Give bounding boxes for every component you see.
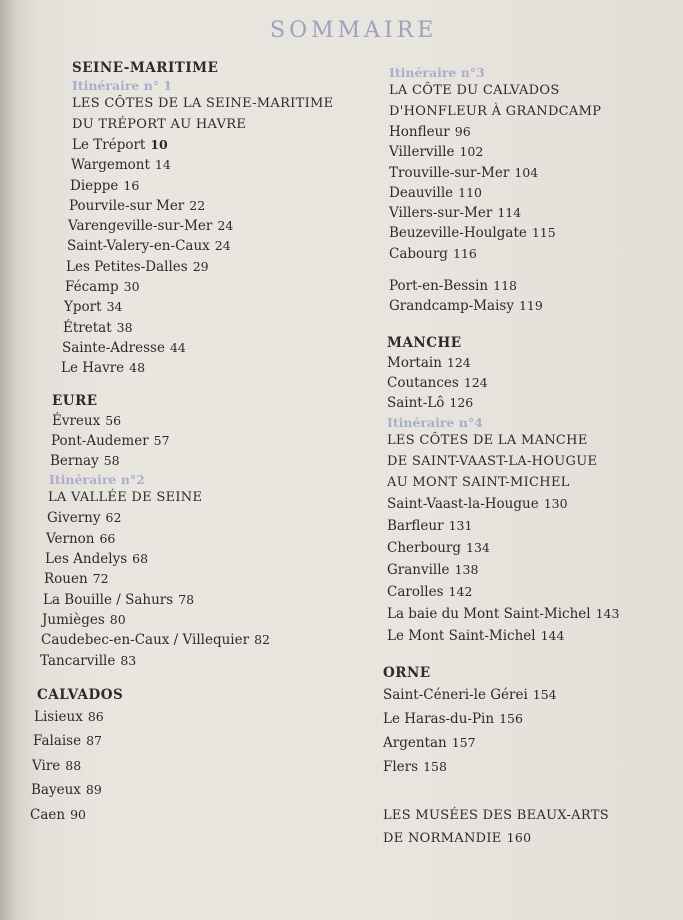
toc-entry — [389, 223, 673, 243]
itinerary-label: Itinéraire n° 1 — [72, 78, 173, 93]
page-number: 57 — [153, 432, 170, 448]
page-number: 134 — [466, 539, 490, 555]
entry-name: Saint-Lô — [387, 395, 445, 412]
toc-entry — [50, 451, 360, 471]
page-number: 78 — [178, 591, 195, 607]
entry-name: Tancarville — [40, 652, 116, 669]
toc-entry — [30, 803, 360, 828]
entry-name: Deauville — [389, 184, 454, 201]
page-number: 143 — [595, 605, 620, 621]
musees-title-line: LES MUSÉES DES BEAUX-ARTS — [383, 807, 609, 823]
page-number: 24 — [214, 238, 231, 254]
page-number: 68 — [132, 551, 149, 567]
section-heading: SEINE-MARITIME — [72, 60, 219, 76]
toc-entry — [51, 431, 360, 451]
toc-entry — [61, 358, 360, 378]
toc-entry — [389, 244, 673, 264]
section-heading: CALVADOS — [37, 686, 124, 703]
page-number: 116 — [452, 245, 477, 261]
entry-name: Varengeville-sur-Mer — [68, 218, 213, 235]
entry-name: Honfleur — [389, 124, 450, 140]
entry-list — [61, 135, 360, 379]
toc-entry — [31, 778, 360, 803]
entry-name: Wargemont — [71, 157, 150, 174]
entry-name: Étretat — [63, 319, 112, 336]
page-number: 62 — [105, 510, 122, 526]
entry-list — [40, 508, 360, 670]
page-number: 34 — [106, 299, 123, 315]
page-number: 83 — [120, 652, 137, 668]
page-number: 124 — [446, 354, 471, 370]
page-number: 114 — [497, 205, 522, 221]
entry-name: Fécamp — [65, 279, 119, 296]
right-column — [383, 64, 673, 850]
entry-list — [389, 122, 673, 264]
toc-entry — [389, 142, 673, 162]
itinerary-title-line: LA VALLÉE DE SEINE — [48, 490, 203, 506]
toc-entry — [387, 373, 673, 393]
itinerary-title-line: D'HONFLEUR À GRANDCAMP — [389, 104, 602, 119]
toc-entry — [389, 163, 673, 183]
page-number: 119 — [518, 298, 543, 314]
entry-name: Le Tréport — [72, 137, 146, 153]
page-number: 87 — [86, 733, 103, 749]
toc-entry — [62, 338, 360, 358]
toc-entry — [387, 493, 673, 515]
section-heading: ORNE — [383, 664, 431, 681]
entry-name: Les Andelys — [45, 551, 128, 568]
toc-entry — [43, 590, 360, 610]
toc-entry — [387, 537, 673, 559]
entry-name: Lisieux — [34, 708, 83, 725]
entry-name: Beuzeville-Houlgate — [389, 225, 527, 242]
page-number: 154 — [532, 686, 557, 702]
itinerary-title-line: LES CÔTES DE LA SEINE-MARITIME — [72, 96, 334, 111]
entry-list — [387, 353, 673, 414]
page-number: 104 — [514, 164, 539, 180]
toc-entry — [33, 729, 360, 754]
toc-entry — [65, 277, 360, 297]
page-number: 89 — [85, 782, 102, 798]
page-number: 29 — [192, 258, 209, 274]
page-number: 22 — [189, 197, 206, 213]
toc-entry — [72, 135, 360, 155]
entry-name: Carolles — [387, 583, 444, 600]
page-number: 142 — [448, 583, 473, 599]
page-number: 102 — [459, 144, 484, 160]
page-title: SOMMAIRE — [270, 18, 438, 43]
page-number: 86 — [87, 708, 104, 724]
page-number: 115 — [531, 225, 556, 241]
itinerary-title-line: DU TRÉPORT AU HAVRE — [72, 117, 247, 132]
entry-name: Yport — [64, 299, 102, 316]
entry-name: Vire — [32, 757, 61, 774]
entry-name: Rouen — [44, 571, 88, 588]
toc-entry — [44, 569, 360, 589]
entry-name: Villers-sur-Mer — [389, 205, 493, 222]
entry-name: Villerville — [389, 144, 455, 161]
page-number: 66 — [99, 530, 116, 546]
entry-list — [30, 705, 360, 828]
entry-name: Grandcamp-Maisy — [389, 298, 514, 315]
toc-entry — [52, 411, 360, 431]
toc-entry — [70, 176, 360, 196]
page-number: 110 — [458, 184, 482, 200]
toc-entry — [383, 755, 673, 779]
page-number: 160 — [506, 829, 532, 845]
toc-entry — [387, 515, 673, 537]
page-number: 88 — [65, 757, 82, 773]
page-number: 124 — [463, 374, 488, 390]
entry-name: Saint-Valery-en-Caux — [67, 238, 210, 255]
page-number: 38 — [116, 319, 133, 335]
entry-list — [387, 493, 673, 647]
entry-name: Port-en-Bessin — [389, 278, 489, 295]
toc-entry — [389, 203, 673, 223]
entry-name: Le Havre — [61, 360, 125, 377]
entry-name: Falaise — [33, 733, 82, 750]
itinerary-label: Itinéraire n°2 — [49, 472, 145, 488]
page-number: 126 — [449, 395, 474, 411]
entry-name: Pourvile-sur Mer — [69, 197, 185, 214]
page-number: 96 — [454, 124, 471, 139]
section-orne — [383, 665, 673, 779]
page-number: 82 — [254, 632, 270, 648]
toc-entry — [389, 296, 673, 316]
toc-entry — [47, 508, 360, 528]
entry-list — [383, 683, 673, 779]
section-calvados-itinerary — [383, 65, 673, 317]
entry-name: Jumièges — [42, 611, 105, 628]
toc-entry — [387, 559, 673, 581]
entry-name: Saint-Céneri-le Gérei — [383, 686, 528, 703]
page-number: 16 — [123, 177, 140, 193]
page-number: 157 — [451, 734, 476, 750]
musees-title-line — [383, 827, 673, 850]
itinerary-title-line: LA CÔTE DU CALVADOS — [389, 83, 560, 98]
entry-name: Barfleur — [387, 517, 444, 534]
toc-entry — [389, 183, 673, 203]
page-number: 10 — [150, 137, 168, 152]
entry-name: La baie du Mont Saint-Michel — [387, 605, 591, 622]
page-number: 24 — [217, 218, 234, 234]
section-heading: EURE — [52, 392, 98, 409]
section-calvados — [30, 687, 360, 828]
toc-entry — [64, 297, 360, 317]
section-eure — [30, 393, 360, 671]
entry-name: Sainte-Adresse — [62, 339, 165, 356]
entry-name: Vernon — [46, 530, 95, 547]
itinerary-label: Itinéraire n°4 — [387, 414, 483, 430]
entry-name: La Bouille / Sahurs — [43, 591, 174, 608]
page-number: 144 — [540, 627, 565, 643]
toc-entry — [389, 122, 673, 142]
musees-title-text: DE NORMANDIE — [383, 830, 502, 846]
entry-name: Le Haras-du-Pin — [383, 710, 495, 727]
toc-entry — [68, 216, 360, 236]
entry-name: Pont-Audemer — [51, 432, 149, 449]
toc-entry — [69, 196, 360, 216]
page-number: 14 — [154, 157, 171, 173]
page-number: 56 — [105, 412, 122, 428]
page-number: 156 — [499, 710, 523, 726]
page-number: 118 — [493, 278, 517, 294]
itinerary-title-line: LES CÔTES DE LA MANCHE — [387, 432, 588, 448]
toc-entry — [387, 625, 673, 647]
page-number: 44 — [169, 339, 186, 355]
page-number: 90 — [70, 806, 86, 822]
page-number: 72 — [92, 571, 109, 587]
entry-list — [389, 276, 673, 317]
toc-entry — [40, 651, 360, 671]
toc-entry — [41, 630, 360, 650]
toc-entry — [387, 603, 673, 625]
entry-name: Caudebec-en-Caux / Villequier — [41, 632, 250, 649]
toc-entry — [63, 318, 360, 338]
section-heading: MANCHE — [387, 334, 462, 351]
entry-name: Caen — [30, 806, 66, 823]
toc-entry — [32, 754, 360, 779]
page-number: 158 — [423, 758, 447, 774]
toc-entry — [66, 257, 360, 277]
entry-name: Cherbourg — [387, 539, 462, 556]
toc-entry — [383, 707, 673, 731]
entry-name: Granville — [387, 561, 450, 578]
entry-name: Les Petites-Dalles — [66, 258, 188, 275]
toc-entry — [387, 393, 673, 413]
entry-name: Cabourg — [389, 245, 448, 262]
entry-name: Dieppe — [70, 177, 119, 194]
section-musees — [383, 805, 673, 850]
section-manche — [383, 335, 673, 647]
itinerary-title-line: DE SAINT-VAAST-LA-HOUGUE — [387, 453, 598, 469]
entry-name: Évreux — [52, 412, 101, 429]
toc-entry — [383, 731, 673, 755]
toc-entry — [67, 236, 360, 256]
toc-entry — [389, 276, 673, 296]
entry-name: Trouville-sur-Mer — [389, 164, 510, 181]
left-column — [30, 60, 360, 827]
page-number: 138 — [454, 561, 479, 577]
toc-entry — [387, 353, 673, 373]
entry-name: Flers — [383, 758, 419, 775]
entry-name: Argentan — [383, 734, 447, 751]
itinerary-title-line: AU MONT SAINT-MICHEL — [387, 474, 570, 490]
page-number: 58 — [103, 453, 120, 469]
toc-entry — [383, 683, 673, 707]
entry-name: Coutances — [387, 374, 459, 391]
entry-name: Bernay — [50, 453, 99, 470]
entry-name: Le Mont Saint-Michel — [387, 627, 536, 644]
entry-list — [52, 411, 360, 472]
toc-entry — [34, 705, 360, 730]
toc-entry — [42, 610, 360, 630]
section-seine-maritime — [30, 60, 360, 379]
toc-entry — [45, 549, 360, 569]
entry-name: Bayeux — [31, 782, 81, 799]
itinerary-label: Itinéraire n°3 — [389, 65, 485, 80]
entry-name: Saint-Vaast-la-Hougue — [387, 495, 539, 512]
page-number: 130 — [543, 495, 568, 511]
entry-name: Giverny — [47, 510, 101, 527]
binding-shadow — [0, 0, 18, 920]
page-number: 30 — [123, 279, 140, 295]
toc-entry — [46, 529, 360, 549]
page-number: 48 — [129, 360, 146, 376]
entry-name: Mortain — [387, 354, 442, 371]
toc-entry — [71, 155, 360, 175]
toc-entry — [387, 581, 673, 603]
page-number: 131 — [448, 517, 473, 533]
page-number: 80 — [109, 611, 126, 627]
